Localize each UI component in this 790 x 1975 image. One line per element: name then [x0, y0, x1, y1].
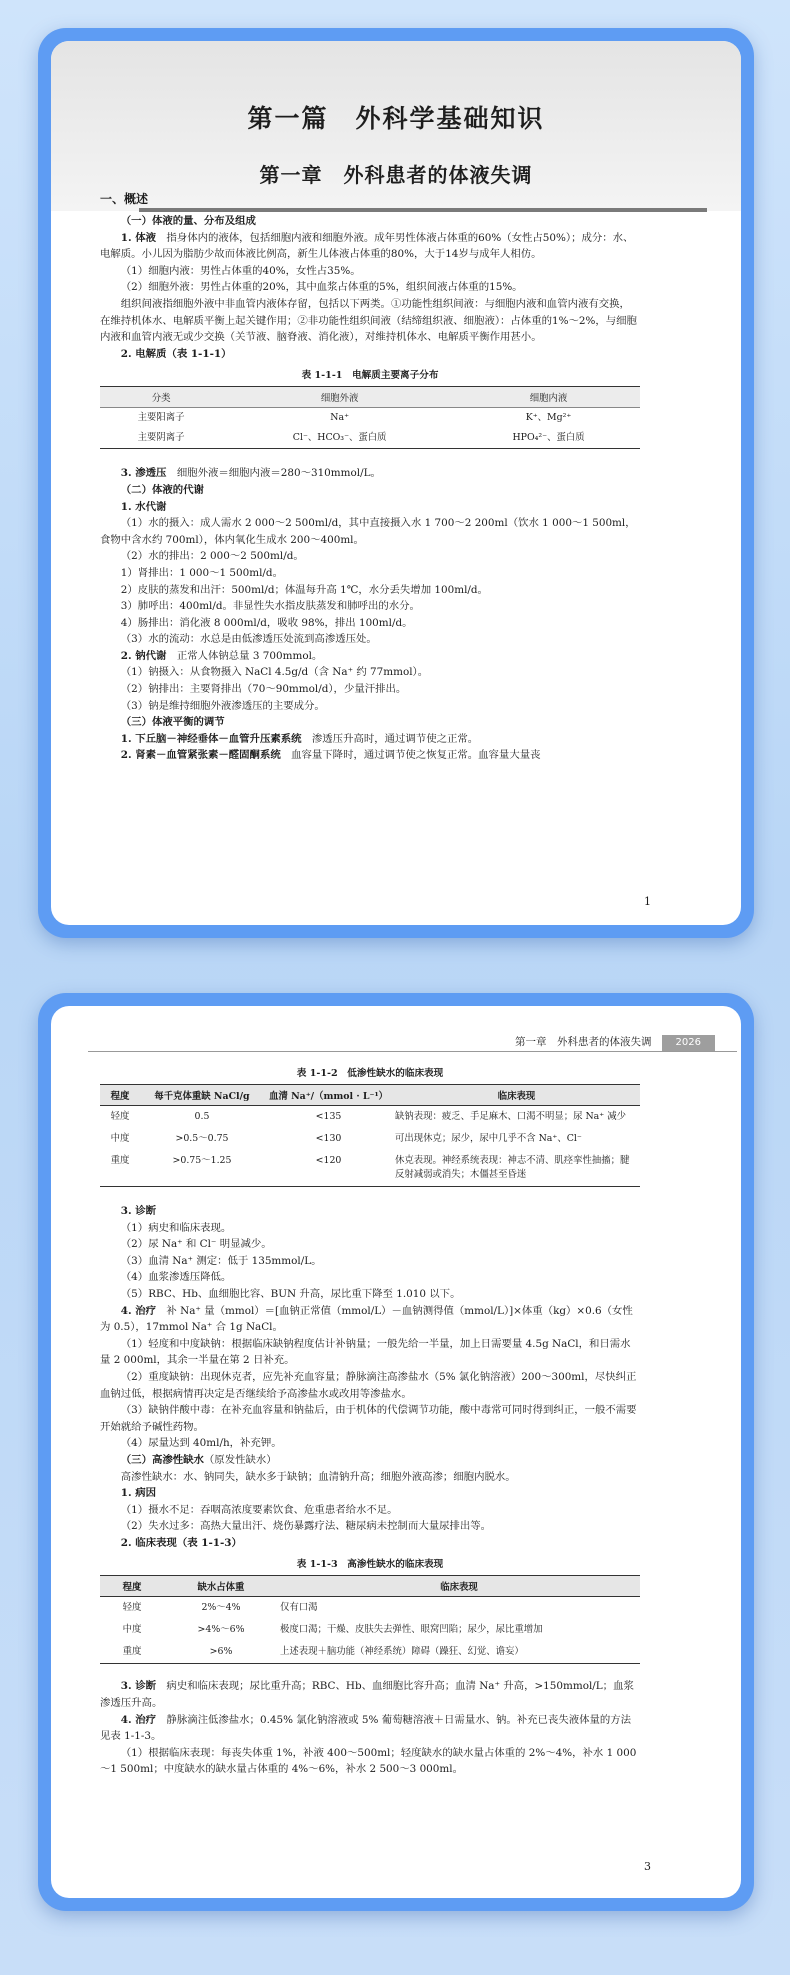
table-row: [100, 1150, 640, 1187]
paragraph: （2）重度缺钠：出现休克者，应先补充血容量；静脉滴注高渗盐水（5% 氯化钠溶液）200～300ml，尽快纠正血钠过低，根据病情再决定是否继续给予高渗盐水或改用等渗盐水。: [100, 1370, 637, 1400]
paragraph: （1）根据临床表现：每丧失体重 1%，补液 400～500ml；轻度缺水的缺水量占体重的 2%～4%，补水 1 000～1 500ml；中度缺水的缺水量占体重的 4%～6%，补水 2 500～3 000ml。: [100, 1746, 637, 1776]
table-header: 分类: [100, 387, 222, 408]
table-header: 临床表现: [393, 1085, 640, 1106]
paragraph: 组织间液指细胞外液中非血管内液体存留，包括以下两类。①功能性组织间液：与细胞内液和血管内液有交换，在维持机体水、电解质平衡上起关键作用；②非功能性组织间液（结缔组织液、细胞液）：占体重的1%～2%，与细胞内液和血管内液无或少交换（关节液、脑脊液、消化液），对维持机体水、电解质平衡作用甚小。: [100, 297, 637, 344]
term-text: 指身体内的液体，包括细胞内液和细胞外液。成年男性体液占体重的60%（女性占50%）；成分：水、电解质。小儿因为脂肪少故而体液比例高，新生儿体液占体重的80%，大于14岁与成年人相仿。: [100, 231, 634, 261]
table-cell: <130: [315, 1133, 342, 1144]
paragraph: 2）皮肤的蒸发和出汗：500ml/d；体温每升高 1℃，水分丢失增加 100ml/d。: [120, 583, 488, 596]
paragraph: [100, 230, 640, 263]
paragraph: 2. 临床表现（表 1-1-3）: [120, 1536, 242, 1549]
paragraph: （2）细胞外液：男性占体重的20%，其中血浆占体重的5%，组织间液占体重的15%。: [120, 281, 523, 294]
table-header: 每千克体重缺 NaCl/g: [140, 1085, 264, 1106]
table-cell: >0.5～0.75: [175, 1133, 229, 1144]
page-number: 1: [644, 895, 651, 908]
table-cell: HPO₄²⁻、蛋白质: [512, 432, 585, 444]
table-cell: Cl⁻、HCO₃⁻、蛋白质: [292, 432, 387, 444]
paragraph: （1）病史和临床表现。: [120, 1221, 232, 1234]
paragraph: [100, 1712, 640, 1745]
hyponatremic-table: [100, 1084, 640, 1187]
paragraph: 高渗性缺水：水、钠同失，缺水多于缺钠；血清钠升高；细胞外液高渗；细胞内脱水。: [120, 1470, 516, 1483]
running-header: [515, 1034, 715, 1050]
paragraph: [100, 731, 640, 748]
paragraph: 3）肺呼出：400ml/d。非显性失水指皮肤蒸发和肺呼出的水分。: [120, 600, 420, 613]
table-row: [100, 1128, 640, 1150]
paragraph: 1. 病因: [120, 1487, 157, 1500]
term-lead: 2. 肾素－血管紧张素－醛固酮系统: [120, 749, 281, 762]
table-cell: 0.5: [194, 1111, 210, 1122]
page-number: 3: [644, 1860, 651, 1873]
table-row: [100, 1641, 640, 1664]
table-cell: 轻度: [110, 1111, 130, 1122]
table-cell: 主要阳离子: [137, 412, 185, 424]
table-header: 程度: [100, 1576, 164, 1597]
paragraph: （1）水的摄入：成人需水 2 000～2 500ml/d，其中直接摄入水 1 700～2 200ml（饮水 1 000～1 500ml，食物中含水约 700ml），体内氧化生成水 200～400ml。: [100, 517, 636, 546]
paragraph: 4）肠排出：消化液 8 000ml/d，吸收 98%，排出 100ml/d。: [120, 616, 413, 629]
table-cell: >4%～6%: [197, 1624, 245, 1636]
term-text: 细胞外液＝细胞内液＝280～310mmol/L。: [166, 467, 381, 480]
paragraph: （1）摄水不足：吞咽高浓度要素饮食、危重患者给水不足。: [120, 1503, 398, 1516]
paragraph: （3）缺钠伴酸中毒：在补充血容量和钠盐后，由于机体的代偿调节功能，酸中毒常可同时得到纠正，一般不需要开始就给予碱性药物。: [100, 1404, 637, 1433]
term-text: 补 Na⁺ 量（mmol）＝[血钠正常值（mmol/L）－血钠测得值（mmol/L）]×体重（kg）×0.6（女性为 0.5），17mmol Na⁺ 合 1g NaCl。: [100, 1304, 633, 1334]
table-cell: >0.75～1.25: [172, 1155, 232, 1166]
table-cell: 仅有口渴: [280, 1602, 318, 1614]
term-lead: 4. 治疗: [120, 1304, 157, 1317]
table-cell: <135: [315, 1111, 342, 1122]
table-cell: 轻度: [122, 1602, 142, 1614]
paragraph: （3）水的流动：水总是由低渗透压处流到高渗透压处。: [120, 633, 377, 646]
paragraph: 2. 电解质（表 1-1-1）: [120, 347, 232, 360]
term-text: 渗透压升高时，通过调节使之正常。: [301, 732, 479, 745]
paragraph: （1）细胞内液：男性占体重的40%，女性占35%。: [120, 264, 361, 277]
term-lead: 1. 体液: [120, 231, 157, 244]
table-cell: 主要阴离子: [137, 432, 185, 444]
table-cell: 中度: [110, 1133, 130, 1144]
page-2-body: [100, 1060, 640, 1778]
term-lead: 3. 渗透压: [120, 467, 167, 480]
subsection-heading: （三）体液平衡的调节: [120, 716, 225, 729]
running-title: 第一章 外科患者的体液失调: [515, 1036, 652, 1048]
table-cell: 上述表现＋脑功能（神经系统）障碍（躁狂、幻觉、谵妄）: [280, 1646, 524, 1658]
paragraph: [100, 465, 640, 482]
paragraph: （1）轻度和中度缺钠：根据临床缺钠程度估计补钠量；一般先给一半量，加上日需要量 4.5g NaCl，和日需水量 2 000ml，其余一半量在第 2 日补充。: [100, 1337, 631, 1367]
paragraph: [100, 1678, 640, 1711]
table-caption: 表 1-1-3 高渗性缺水的临床表现: [296, 1559, 444, 1571]
term-text: 血容量下降时，通过调节使之恢复正常。血容量大量丧: [280, 749, 541, 762]
hypernatremic-table: [100, 1575, 640, 1664]
paragraph: （4）血浆渗透压降低。: [120, 1271, 232, 1284]
year-tag: 2026: [662, 1035, 715, 1051]
table-header: 程度: [100, 1085, 140, 1106]
page-1-body: [100, 185, 640, 764]
paragraph: [100, 747, 640, 764]
paragraph: [100, 1452, 640, 1469]
term-text: 静脉滴注低渗盐水；0.45% 氯化钠溶液或 5% 葡萄糖溶液＋日需量水、钠。补充已丧失液体量的方法见表 1-1-3。: [100, 1713, 632, 1743]
table-row: [100, 428, 640, 449]
table-cell: Na⁺: [330, 412, 350, 424]
paragraph: （4）尿量达到 40ml/h，补充钾。: [120, 1437, 282, 1450]
paragraph: （2）尿 Na⁺ 和 Cl⁻ 明显减少。: [120, 1238, 272, 1251]
table-caption: 表 1-1-1 电解质主要离子分布: [301, 370, 439, 382]
term-lead: 4. 治疗: [120, 1713, 157, 1726]
table-cell: <120: [315, 1155, 342, 1166]
term-lead: 3. 诊断: [120, 1680, 157, 1693]
table-cell: 缺钠表现：疲乏、手足麻木、口渴不明显；尿 Na⁺ 减少: [395, 1111, 626, 1122]
term-text: （原发性缺水）: [203, 1453, 277, 1466]
paragraph: （5）RBC、Hb、血细胞比容、BUN 升高，尿比重下降至 1.010 以下。: [120, 1287, 461, 1300]
paragraph: [100, 648, 640, 665]
table-row: [100, 1106, 640, 1129]
term-lead: 1. 下丘脑－神经垂体－血管升压素系统: [120, 732, 302, 745]
table-caption: 表 1-1-2 低渗性缺水的临床表现: [296, 1068, 444, 1079]
table-cell: 重度: [122, 1646, 142, 1658]
table-row: [100, 1597, 640, 1620]
table-cell: K⁺、Mg²⁺: [525, 412, 572, 424]
paragraph: （3）血清 Na⁺ 测定：低于 135mmol/L。: [120, 1254, 322, 1267]
paragraph: （1）钠摄入：从食物摄入 NaCl 4.5g/d（含 Na⁺ 约 77mmol）。: [120, 666, 429, 679]
table-cell: 2%～4%: [201, 1602, 241, 1614]
table-header: 细胞内液: [457, 387, 640, 408]
table-cell: 重度: [110, 1155, 130, 1166]
term-lead: 2. 钠代谢: [120, 649, 167, 662]
table-header: 临床表现: [278, 1576, 640, 1597]
paragraph: （3）钠是维持细胞外液渗透压的主要成分。: [120, 699, 325, 712]
table-cell: 中度: [122, 1624, 142, 1636]
chapter-title: 第一章 外科患者的体液失调: [259, 163, 533, 187]
paragraph: 1. 水代谢: [120, 500, 167, 513]
paragraph: （2）钠排出：主要肾排出（70～90mmol/d），少量汗排出。: [120, 683, 407, 696]
table-row: [100, 408, 640, 429]
paragraph: （2）水的排出：2 000～2 500ml/d。: [120, 550, 304, 563]
table-cell: >6%: [209, 1646, 233, 1658]
paragraph: 3. 诊断: [120, 1205, 157, 1217]
electrolyte-table: [100, 386, 640, 449]
table-header: 细胞外液: [222, 387, 457, 408]
paragraph: [100, 1303, 640, 1336]
section-heading: 一、概述: [100, 192, 149, 206]
table-row: [100, 1619, 640, 1641]
term-lead: （三）高渗性缺水: [120, 1453, 204, 1466]
paragraph: 1）肾排出：1 000～1 500ml/d。: [120, 566, 283, 579]
term-text: 正常人体钠总量 3 700mmol。: [166, 649, 323, 662]
term-text: 病史和临床表现；尿比重升高；RBC、Hb、血细胞比容升高；血清 Na⁺ 升高，>150mmol/L；血浆渗透压升高。: [100, 1680, 634, 1710]
table-cell: 极度口渴；干燥、皮肤失去弹性、眼窝凹陷；尿少，尿比重增加: [280, 1624, 543, 1636]
table-header: 血清 Na⁺/（mmol · L⁻¹）: [264, 1085, 393, 1106]
table-cell: 休克表现。神经系统表现：神志不清、肌痉挛性抽搐；腱反射减弱或消失；木僵甚至昏迷: [395, 1155, 630, 1180]
subsection-heading: （二）体液的代谢: [120, 483, 204, 496]
header-rule: [88, 1051, 737, 1052]
paragraph: （2）失水过多：高热大量出汗、烧伤暴露疗法、糖尿病未控制而大量尿排出等。: [120, 1520, 492, 1533]
subsection-heading: （一）体液的量、分布及组成: [120, 215, 256, 227]
table-header: 缺水占体重: [164, 1576, 278, 1597]
table-cell: 可出现休克；尿少，尿中几乎不含 Na⁺、Cl⁻: [395, 1133, 582, 1144]
part-title: 第一篇 外科学基础知识: [247, 104, 545, 133]
